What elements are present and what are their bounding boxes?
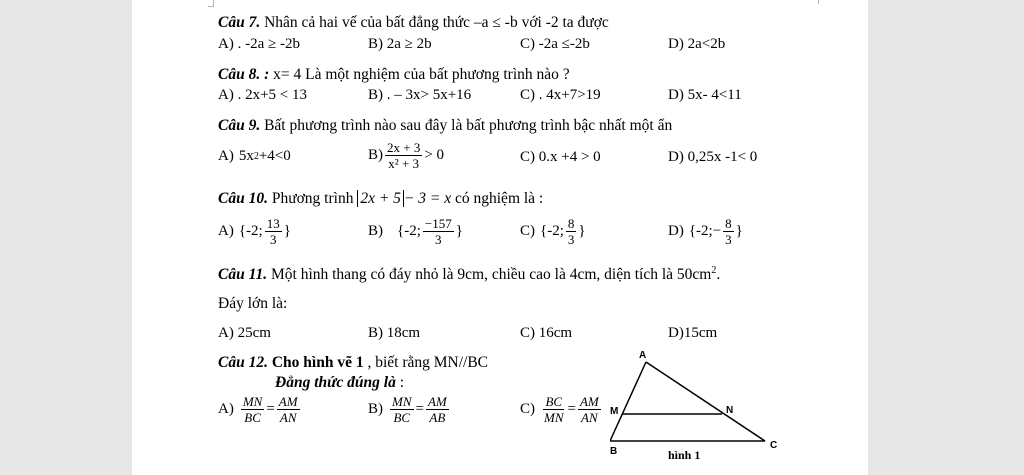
- question-text: Bất phương trình nào sau đây là bất phương trình bậc nhất một ẩn: [260, 117, 673, 134]
- fraction: [385, 140, 422, 171]
- question-text: , biết rằng MN//BC: [363, 354, 489, 371]
- q7-option-d: D) 2a<2b: [668, 36, 726, 52]
- denominator: BC: [244, 410, 261, 425]
- vertex-a-label: A: [639, 350, 647, 361]
- figure-caption: hình 1: [668, 448, 701, 462]
- q11-option-d: D)15cm: [668, 325, 718, 341]
- question-12: [218, 354, 488, 372]
- option-expr: 5x: [238, 148, 254, 164]
- q10-option-b: [368, 216, 463, 247]
- question-11-line2: Đáy lớn là:: [218, 295, 288, 312]
- set-close: }: [455, 223, 463, 239]
- vertex-c-label: C: [770, 440, 778, 451]
- fraction-left: [241, 394, 265, 425]
- question-number: Câu 11.: [218, 266, 268, 284]
- question-text-end: .: [716, 266, 721, 284]
- numerator: −157: [424, 216, 452, 231]
- q10-option-c: [520, 216, 586, 247]
- set-close: }: [578, 223, 586, 239]
- question-text-end: có nghiệm là :: [451, 190, 544, 207]
- option-label: B): [368, 147, 383, 163]
- side-ab: [610, 362, 646, 441]
- triangle-diagram: [610, 348, 790, 463]
- q12-option-a: A) $\frac{MN}{BC}$ = $\frac{AM}{AN}$: [218, 394, 298, 425]
- set-close: }: [735, 223, 743, 239]
- denominator: AB: [429, 410, 446, 425]
- fraction: [265, 216, 282, 247]
- option-label: C): [520, 401, 535, 417]
- q9-option-c: C) 0.x +4 > 0: [520, 149, 601, 165]
- numerator: MN: [392, 394, 412, 409]
- denominator: MN: [544, 410, 564, 425]
- figure-1: [610, 348, 790, 463]
- denominator: x² + 3: [388, 156, 420, 171]
- margin-mark-left-h: [208, 6, 214, 7]
- numerator: MN: [242, 394, 263, 409]
- numerator: 8: [567, 216, 575, 231]
- denominator: 3: [269, 232, 277, 247]
- question-number: Câu 8. :: [218, 66, 270, 83]
- q12-option-c: C) $\frac{BC}{MN}$ = $\frac{AM}{AN}$: [520, 394, 599, 425]
- q7-option-a: A) . -2a ≥ -2b: [218, 36, 300, 52]
- q8-option-c: C) . 4x+7>19: [520, 87, 601, 103]
- denominator: 3: [435, 232, 442, 247]
- question-9: [218, 117, 672, 135]
- numerator: 8: [725, 216, 732, 231]
- question-8: [218, 66, 570, 84]
- option-label: A): [218, 401, 234, 417]
- q11-option-a: A) 25cm: [218, 325, 271, 341]
- absolute-value: 2x + 5: [357, 190, 404, 207]
- q9-option-d: D) 0,25x -1< 0: [668, 149, 758, 165]
- fraction-left: [390, 394, 414, 425]
- question-text: x= 4 Là một nghiệm của bất phương trình nào ?: [269, 66, 570, 83]
- q12-option-b: B) $\frac{MN}{BC}$ = $\frac{AM}{AB}$: [368, 394, 447, 425]
- option-expr-rest: > 0: [424, 147, 445, 163]
- set-open: {-2;: [397, 223, 421, 239]
- q8-option-b: B) . – 3x> 5x+16: [368, 87, 472, 103]
- prompt-text: Đẳng thức đúng là: [275, 374, 396, 391]
- numerator: BC: [545, 394, 563, 409]
- option-expr-rest: +4<0: [258, 148, 291, 164]
- q11-option-c: C) 16cm: [520, 325, 573, 341]
- numerator: AM: [579, 394, 599, 409]
- q9-option-a: [218, 148, 291, 165]
- numerator: 2x + 3: [387, 140, 421, 155]
- equation-rest: − 3 = x: [403, 190, 452, 207]
- exponent: 2: [711, 265, 717, 276]
- question-10: [218, 190, 543, 208]
- fraction: [723, 216, 734, 247]
- fraction-right: [277, 394, 300, 425]
- numerator: AM: [427, 394, 447, 409]
- fraction: [423, 216, 454, 247]
- set-close: }: [283, 223, 291, 239]
- vertex-n-label: N: [726, 405, 734, 416]
- option-label: B): [368, 401, 383, 417]
- q9-option-b: [368, 140, 444, 171]
- denominator: BC: [393, 410, 411, 425]
- question-number: Câu 12.: [218, 354, 268, 371]
- q8-option-d: D) 5x- 4<11: [668, 87, 742, 103]
- vertex-m-label: M: [610, 406, 619, 417]
- fraction: [566, 216, 577, 247]
- question-text: Phương trình: [267, 190, 358, 207]
- q8-option-a: A) . 2x+5 < 13: [218, 87, 307, 103]
- numerator: AM: [278, 394, 298, 409]
- numerator: 13: [266, 216, 280, 231]
- set-open: {-2;: [540, 223, 564, 239]
- question-number: Câu 9.: [218, 117, 261, 134]
- set-open: {-2;: [238, 223, 263, 239]
- question-number: Câu 7.: [218, 14, 261, 31]
- denominator: 3: [567, 232, 575, 247]
- option-label: A): [218, 223, 234, 239]
- q10-option-a: [218, 216, 291, 247]
- q7-option-c: C) -2a ≤-2b: [520, 36, 590, 52]
- denominator: AN: [581, 410, 598, 425]
- q10-option-d: [668, 216, 743, 247]
- fraction-right: [426, 394, 449, 425]
- question-7: [218, 14, 609, 32]
- question-bold-text: Cho hình vẽ 1: [267, 354, 364, 371]
- vertex-b-label: B: [610, 446, 618, 457]
- side-ac: [646, 362, 765, 441]
- q11-option-b: B) 18cm: [368, 325, 421, 341]
- fraction-left: [542, 394, 566, 425]
- question-text: Một hình thang có đáy nhỏ là 9cm, chiều cao là 4cm, diện tích là 50cm: [267, 266, 712, 284]
- question-11: [218, 265, 720, 284]
- q7-option-b: B) 2a ≥ 2b: [368, 36, 432, 52]
- denominator: 3: [725, 232, 732, 247]
- document-page: [132, 0, 868, 475]
- exponent: 2: [253, 151, 259, 162]
- set-open: {-2;−: [688, 223, 722, 239]
- option-label: C): [520, 223, 535, 239]
- margin-mark-right: [818, 0, 819, 4]
- question-text: Nhân cả hai vế của bất đẳng thức –a ≤ -b với -2 ta được: [260, 14, 609, 31]
- question-number: Câu 10.: [218, 190, 268, 207]
- denominator: AN: [279, 410, 297, 425]
- fraction-right: [578, 394, 601, 425]
- option-label: A): [218, 148, 234, 164]
- question-12-line2: [275, 374, 404, 392]
- option-label: B): [368, 223, 383, 239]
- option-label: D): [668, 223, 684, 239]
- prompt-end: :: [395, 374, 405, 391]
